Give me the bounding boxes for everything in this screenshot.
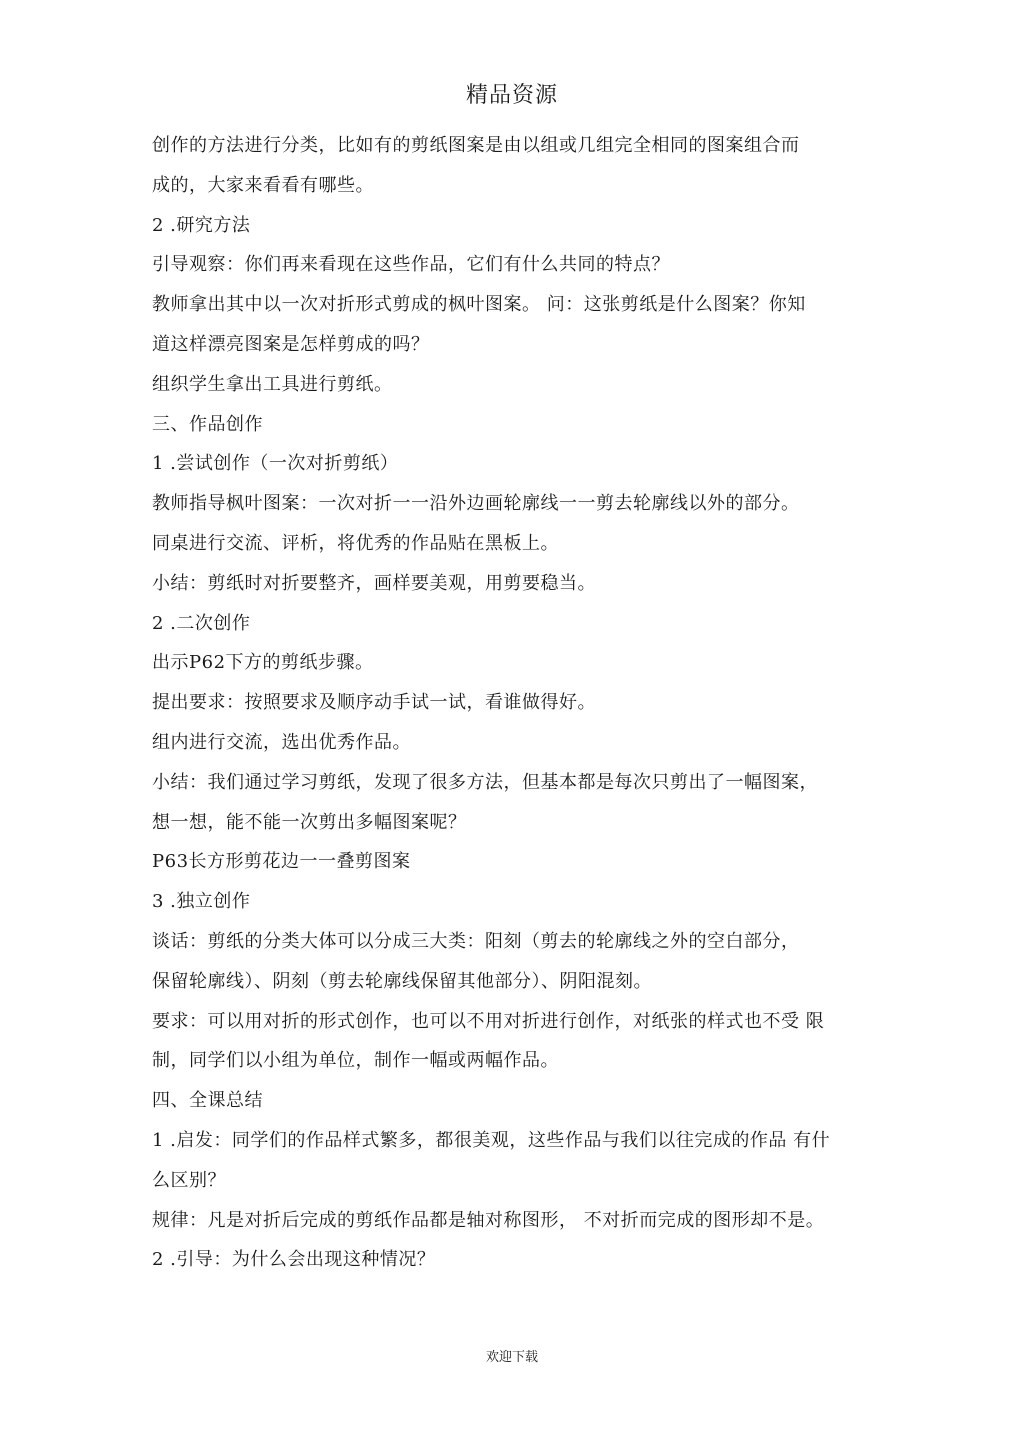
text-line: 教师拿出其中以一次对折形式剪成的枫叶图案。 问：这张剪纸是什么图案？你知	[152, 294, 806, 316]
text-line: 引导观察：你们再来看现在这些作品，它们有什么共同的特点？	[152, 254, 670, 276]
text-line: 小结：我们通过学习剪纸，发现了很多方法，但基本都是每次只剪出了一幅图案，	[152, 771, 818, 793]
text-line: 保留轮廓线）、阴刻（剪去轮廓线保留其他部分）、阴阳混刻。	[152, 970, 652, 992]
text-line: 组内进行交流，选出优秀作品。	[152, 731, 411, 753]
text-line: 出示P62下方的剪纸步骤。	[152, 652, 374, 674]
text-line: 同桌进行交流、评析，将优秀的作品贴在黑板上。	[152, 532, 559, 554]
text-line: 要求：可以用对折的形式创作，也可以不用对折进行创作，对纸张的样式也不受 限	[152, 1010, 825, 1032]
text-line: 1 .启发：同学们的作品样式繁多，都很美观，这些作品与我们以往完成的作品 有什	[152, 1129, 831, 1151]
text-line: 道这样漂亮图案是怎样剪成的吗？	[152, 333, 430, 355]
text-line: 组织学生拿出工具进行剪纸。	[152, 373, 393, 395]
text-line: 么区别？	[152, 1169, 226, 1191]
page-footer-text: 欢迎下载	[485, 1350, 538, 1365]
section-heading: 3 .独立创作	[152, 891, 251, 913]
section-heading: 2 .研究方法	[152, 214, 251, 236]
text-line: 小结：剪纸时对折要整齐，画样要美观，用剪要稳当。	[152, 572, 596, 594]
section-heading: 三、作品创作	[152, 413, 263, 435]
text-line: 提出要求：按照要求及顺序动手试一试，看谁做得好。	[152, 692, 596, 714]
text-line: P63长方形剪花边一一叠剪图案	[152, 851, 411, 873]
text-line: 谈话：剪纸的分类大体可以分成三大类：阳刻（剪去的轮廓线之外的空白部分，	[152, 930, 800, 952]
section-heading: 四、全课总结	[152, 1090, 263, 1112]
page-header-title: 精品资源	[465, 83, 558, 108]
document-body	[152, 126, 872, 1280]
text-line: 教师指导枫叶图案：一次对折一一沿外边画轮廓线一一剪去轮廓线以外的部分。	[152, 493, 800, 515]
text-line: 成的，大家来看看有哪些。	[152, 174, 374, 196]
text-line: 想一想，能不能一次剪出多幅图案呢？	[152, 811, 467, 833]
text-line: 2 .引导：为什么会出现这种情况？	[152, 1249, 436, 1271]
text-line: 创作的方法进行分类，比如有的剪纸图案是由以组或几组完全相同的图案组合而	[152, 135, 800, 156]
text-line: 制，同学们以小组为单位，制作一幅或两幅作品。	[152, 1050, 559, 1072]
section-heading: 2 .二次创作	[152, 612, 251, 634]
section-heading: 1 .尝试创作（一次对折剪纸）	[152, 453, 399, 475]
text-line: 规律：凡是对折后完成的剪纸作品都是轴对称图形， 不对折而完成的图形却不是。	[152, 1209, 825, 1231]
